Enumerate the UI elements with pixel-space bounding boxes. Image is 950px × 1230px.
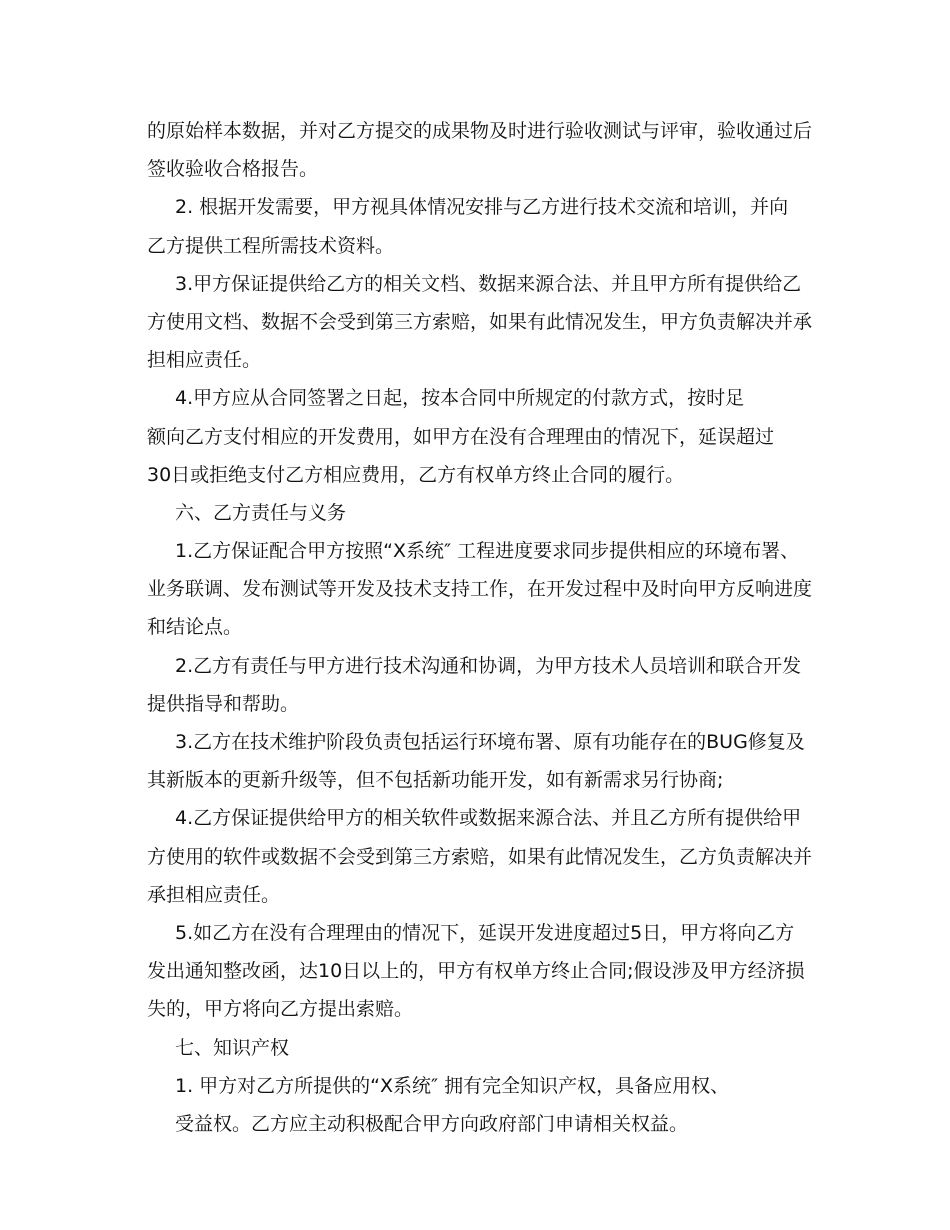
text-line: 方使用文档、数据不会受到第三方索赔，如果有此情况发生，甲方负责解决并承 <box>147 310 813 333</box>
text-line: 乙方提供工程所需技术资料。 <box>147 234 395 257</box>
text-line: 担相应责任。 <box>147 349 262 372</box>
text-line: 2.乙方有责任与甲方进行技术沟通和协调，为甲方技术人员培训和联合开发 <box>175 654 802 677</box>
text-line: 方使用的软件或数据不会受到第三方索赔，如果有此情况发生，乙方负责解决并 <box>147 845 813 868</box>
text-line: 4.甲方应从合同签署之日起，按本合同中所规定的付款方式，按时足 <box>175 387 745 410</box>
text-line: 3.乙方在技术维护阶段负责包括运行环境布署、原有功能存在的BUG修复及 <box>175 731 805 753</box>
text-line: 1.乙方保证配合甲方按照“X系统″ 工程进度要求同步提供相应的环境布署、 <box>175 540 800 563</box>
text-line: 承担相应责任。 <box>147 883 281 906</box>
document-body <box>147 112 813 1143</box>
text-line: 发出通知整改函，达10日以上的，甲方有权单方终止合同;假设涉及甲方经济损 <box>147 960 805 983</box>
text-line: 提供指导和帮助。 <box>147 692 300 715</box>
text-line: 受益权。乙方应主动积极配合甲方向政府部门申请相关权益。 <box>175 1112 689 1135</box>
text-line: 七、知识产权 <box>175 1036 290 1059</box>
text-line: 其新版本的更新升级等，但不包括新功能开发，如有新需求另行协商; <box>147 769 724 792</box>
text-line: 的原始样本数据，并对乙方提交的成果物及时进行验收测试与评审，验收通过后 <box>147 120 813 142</box>
text-line: 4.乙方保证提供给甲方的相关软件或数据来源合法、并且乙方所有提供给甲 <box>175 807 802 830</box>
text-line: 签收验收合格报告。 <box>147 158 319 181</box>
text-line: 失的，甲方将向乙方提出索赔。 <box>147 998 414 1021</box>
text-line: 5.如乙方在没有合理理由的情况下，延误开发进度超过5日，甲方将向乙方 <box>175 921 795 944</box>
text-line: 业务联调、发布测试等开发及技术支持工作，在开发过程中及时向甲方反响进度 <box>147 578 813 601</box>
text-line: 六、乙方责任与义务 <box>175 501 347 524</box>
text-line: 3.甲方保证提供给乙方的相关文档、数据来源合法、并且甲方所有提供给乙 <box>175 272 802 295</box>
text-line: 和结论点。 <box>147 616 243 639</box>
text-line: 30日或拒绝支付乙方相应费用，乙方有权单方终止合同的履行。 <box>147 463 685 486</box>
text-line: 额向乙方支付相应的开发费用，如甲方在没有合理理由的情况下，延误超过 <box>147 425 775 448</box>
text-line: 2. 根据开发需要，甲方视具体情况安排与乙方进行技术交流和培训，并向 <box>175 196 789 219</box>
text-line: 1. 甲方对乙方所提供的“X系统″ 拥有完全知识产权，具备应用权、 <box>175 1074 730 1097</box>
